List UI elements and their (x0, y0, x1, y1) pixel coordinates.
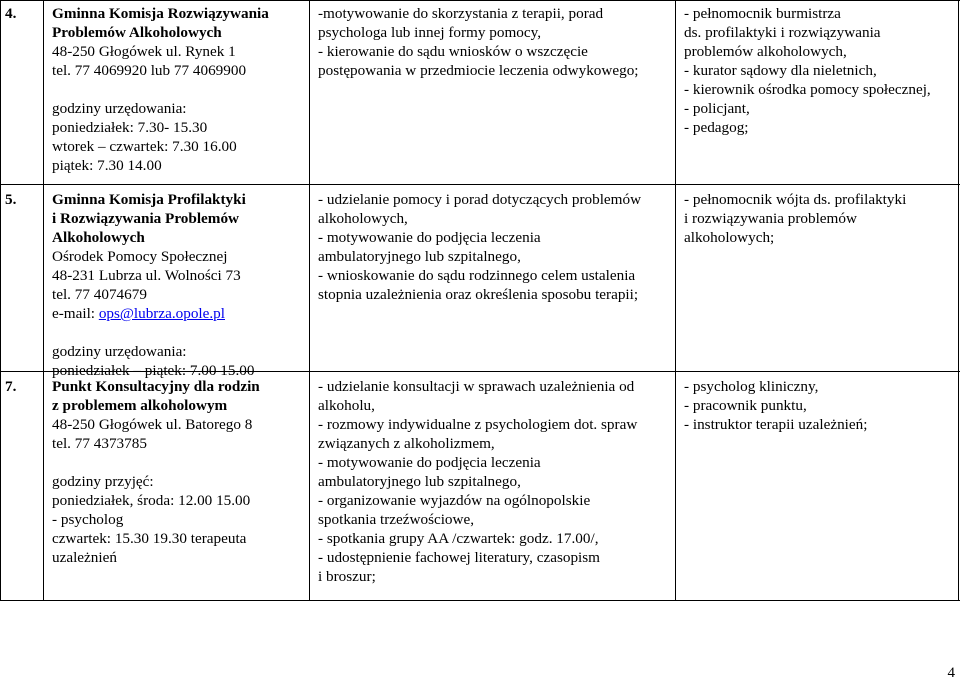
institution-address-line: 48-250 Głogówek ul. Batorego 8 (52, 416, 253, 433)
activity-line: ambulatoryjnego lub szpitalnego, (318, 473, 521, 490)
hours-heading: godziny urzędowania: (52, 100, 187, 117)
hours-line: poniedziałek: 7.30- 15.30 (52, 119, 208, 136)
institution-address-line: Ośrodek Pomocy Społecznej (52, 248, 228, 265)
email-label: e-mail: (52, 305, 99, 322)
activities-cell (318, 190, 641, 304)
institution-phone-line: tel. 77 4074679 (52, 286, 147, 303)
activity-line: - udostępnienie fachowej literatury, czasopism (318, 549, 600, 566)
staff-cell (684, 377, 867, 434)
staff-line: - pełnomocnik wójta ds. profilaktyki (684, 191, 907, 208)
activity-line: - udzielanie pomocy i porad dotyczących problemów (318, 191, 642, 208)
staff-line: i rozwiązywania problemów (684, 210, 857, 227)
activity-line: i broszur; (318, 568, 376, 585)
institution-address-line: 48-231 Lubrza ul. Wolności 73 (52, 267, 241, 284)
staff-line: - pedagog; (684, 119, 749, 136)
hours-line: poniedziałek, środa: 12.00 15.00 (52, 492, 251, 509)
row-number: 7. (5, 378, 17, 395)
staff-cell (684, 190, 906, 247)
institution-phone-line: tel. 77 4373785 (52, 435, 147, 452)
activities-cell (318, 377, 637, 586)
activity-line: ambulatoryjnego lub szpitalnego, (318, 248, 521, 265)
hours-line: piątek: 7.30 14.00 (52, 157, 162, 174)
row-number: 4. (5, 5, 17, 22)
institution-name-line: i Rozwiązywania Problemów (52, 210, 240, 227)
row-number: 5. (5, 191, 17, 208)
activity-line: związanych z alkoholizmem, (318, 435, 495, 452)
activity-line: - motywowanie do podjęcia leczenia (318, 229, 541, 246)
institution-name-line: Gminna Komisja Profilaktyki (52, 191, 246, 208)
institution-name-line: Problemów Alkoholowych (52, 24, 222, 41)
column-divider-number (43, 0, 44, 601)
institution-name-line: z problemem alkoholowym (52, 397, 228, 414)
table-border-bottom (0, 600, 960, 601)
hours-line: - psycholog (52, 511, 124, 528)
table-border-right (958, 0, 959, 601)
activity-line: - spotkania grupy AA /czwartek: godz. 17.00/, (318, 530, 599, 547)
activity-line: - rozmowy indywidualne z psychologiem dot. spraw (318, 416, 638, 433)
staff-line: alkoholowych; (684, 229, 775, 246)
hours-line: wtorek – czwartek: 7.30 16.00 (52, 138, 237, 155)
institution-email-line (52, 304, 254, 323)
row-divider-4-5 (0, 184, 960, 185)
institution-name-line: Punkt Konsultacyjny dla rodzin (52, 378, 260, 395)
activity-line: -motywowanie do skorzystania z terapii, porad (318, 5, 604, 22)
activity-line: spotkania trzeźwościowe, (318, 511, 475, 528)
staff-line: - instruktor terapii uzależnień; (684, 416, 868, 433)
institution-cell (52, 377, 260, 567)
activity-line: - motywowanie do podjęcia leczenia (318, 454, 541, 471)
activity-line: stopnia uzależnienia oraz określenia sposobu terapii; (318, 286, 639, 303)
page-number: 4 (947, 665, 955, 681)
hours-heading: godziny urzędowania: (52, 343, 187, 360)
hours-line: poniedziałek – piątek: 7.00 15.00 (52, 362, 255, 379)
activity-line: - wnioskowanie do sądu rodzinnego celem ustalenia (318, 267, 636, 284)
institution-address-line: 48-250 Głogówek ul. Rynek 1 (52, 43, 236, 60)
hours-line: czwartek: 15.30 19.30 terapeuta (52, 530, 247, 547)
staff-line: - kierownik ośrodka pomocy społecznej, (684, 81, 931, 98)
activity-line: postępowania w przedmiocie leczenia odwykowego; (318, 62, 639, 79)
activity-line: alkoholowych, (318, 210, 408, 227)
institution-phone-line: tel. 77 4069920 lub 77 4069900 (52, 62, 247, 79)
activity-line: psychologa lub innej formy pomocy, (318, 24, 541, 41)
activity-line: - udzielanie konsultacji w sprawach uzależnienia od (318, 378, 635, 395)
staff-line: - pełnomocnik burmistrza (684, 5, 841, 22)
column-divider-activities (675, 0, 676, 601)
hours-line: uzależnień (52, 549, 117, 566)
activity-line: alkoholu, (318, 397, 375, 414)
institution-name-line: Gminna Komisja Rozwiązywania (52, 5, 269, 22)
hours-heading: godziny przyjęć: (52, 473, 154, 490)
institution-cell (52, 4, 269, 175)
staff-line: ds. profilaktyki i rozwiązywania (684, 24, 881, 41)
activities-cell (318, 4, 639, 80)
institution-name-line: Alkoholowych (52, 229, 145, 246)
staff-line: - policjant, (684, 100, 750, 117)
email-link[interactable]: ops@lubrza.opole.pl (98, 305, 225, 322)
activity-line: - kierowanie do sądu wniosków o wszczęcie (318, 43, 588, 60)
column-divider-institution (309, 0, 310, 601)
staff-cell (684, 4, 931, 137)
institution-cell (52, 190, 254, 380)
table-border-left (0, 0, 1, 601)
activity-line: - organizowanie wyjazdów na ogólnopolskie (318, 492, 591, 509)
staff-line: - pracownik punktu, (684, 397, 807, 414)
staff-line: - kurator sądowy dla nieletnich, (684, 62, 877, 79)
staff-line: - psycholog kliniczny, (684, 378, 819, 395)
staff-line: problemów alkoholowych, (684, 43, 847, 60)
table-border-top (0, 0, 960, 1)
